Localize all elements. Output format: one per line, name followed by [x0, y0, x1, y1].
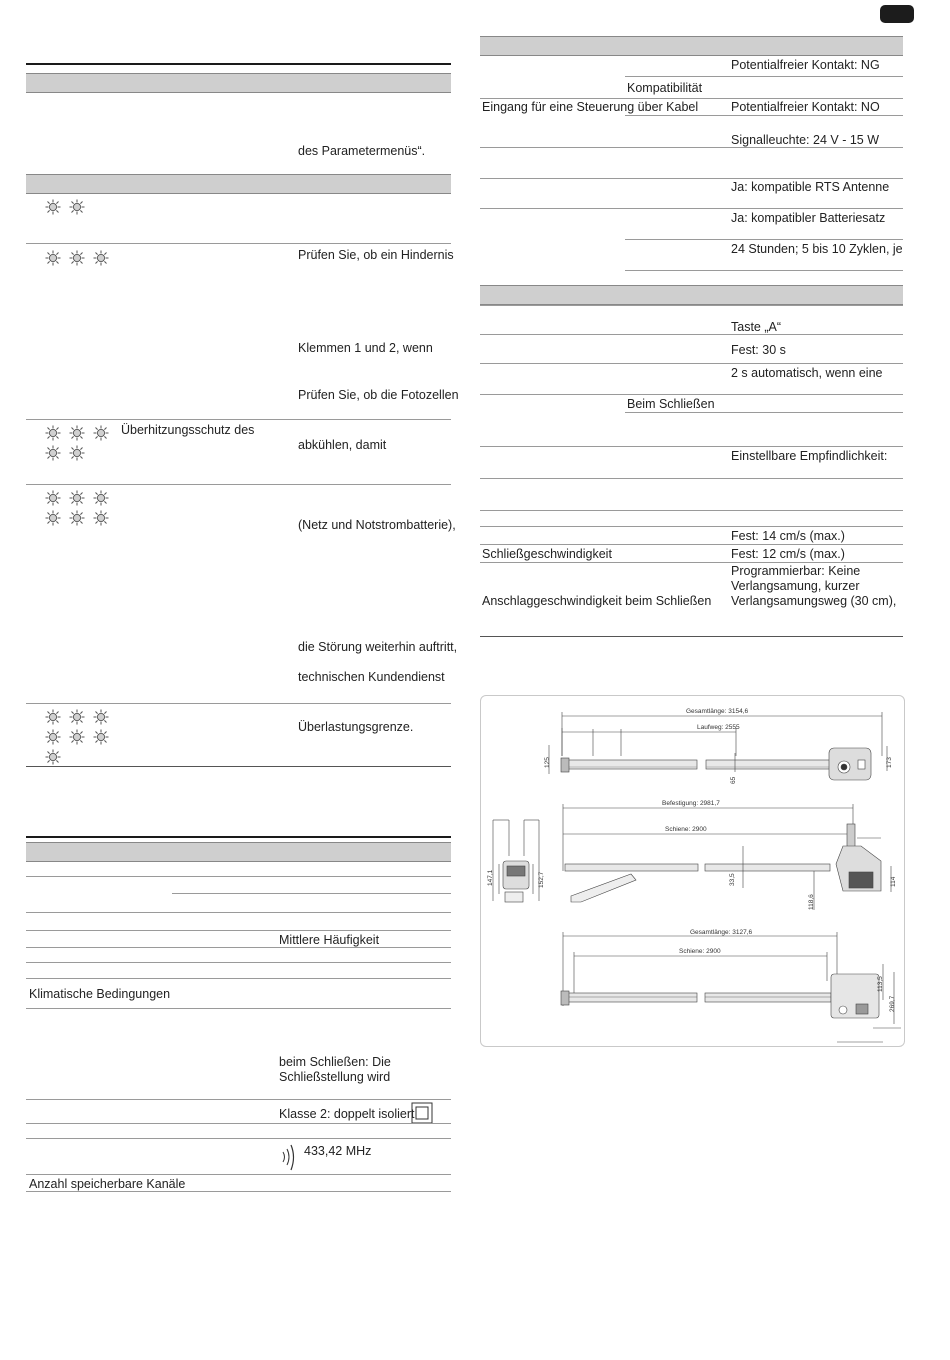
climate-label: Klimatische Bedingungen [29, 987, 171, 1001]
dim-335: 33,5 [729, 873, 736, 886]
row-divider [625, 76, 903, 77]
rail-length-2: Schiene: 2900 [679, 948, 721, 955]
row-divider [480, 446, 903, 447]
row-divider [480, 363, 903, 364]
led-flash-icon [69, 425, 85, 441]
led-pattern-7 [45, 709, 117, 769]
row-divider [480, 98, 903, 99]
page-number-badge [880, 5, 914, 23]
table-end-rule [480, 636, 903, 637]
row-divider [625, 412, 903, 413]
section-rule [26, 836, 451, 838]
fault-persists-text: die Störung weiterhin auftritt, [298, 640, 458, 654]
led-flash-icon [93, 425, 109, 441]
row-divider [480, 147, 903, 148]
led-flash-icon [45, 749, 61, 765]
dim-1186: 118,6 [808, 894, 815, 910]
autonomy: 24 Stunden; 5 bis 10 Zyklen, je [731, 242, 903, 256]
closing-speed-label: Schließgeschwindigkeit [482, 547, 612, 561]
row-divider [26, 1174, 451, 1175]
row-divider [26, 1191, 451, 1192]
auto-2s: 2 s automatisch, wenn eine [731, 366, 883, 380]
row-divider [172, 893, 451, 894]
rail-length-1: Schiene: 2900 [665, 826, 707, 833]
obstacle-check-text: Prüfen Sie, ob ein Hindernis [298, 248, 454, 262]
led-flash-icon [69, 729, 85, 745]
row-divider [480, 178, 903, 179]
dim-2697: 269,7 [889, 995, 896, 1012]
row-divider [625, 270, 903, 271]
table-end-rule [26, 766, 451, 767]
table-header-bar [26, 73, 451, 93]
fixing-length: Befestigung: 2981,7 [662, 800, 720, 807]
compatibility-label: Kompatibilität [627, 81, 703, 95]
led-pattern-3 [45, 250, 117, 270]
param-menu-text: des Parametermenüs“. [298, 144, 426, 158]
row-divider [26, 243, 451, 244]
connections-header-bar [480, 36, 903, 56]
led-flash-icon [45, 729, 61, 745]
section-rule [26, 63, 451, 65]
row-divider [26, 1008, 451, 1009]
led-pattern-2 [45, 199, 93, 219]
programmable-a: Programmierbar: Keine [731, 564, 861, 578]
row-divider [480, 562, 903, 563]
led-flash-icon [45, 250, 61, 266]
led-flash-icon [93, 510, 109, 526]
row-divider [26, 1138, 451, 1139]
led-flash-icon [93, 729, 109, 745]
closing-text-b: Schließstellung wird [279, 1070, 391, 1084]
channels-label: Anzahl speicherbare Kanäle [29, 1177, 186, 1191]
row-divider [625, 115, 903, 116]
led-flash-icon [93, 250, 109, 266]
row-divider [26, 876, 451, 877]
opening-speed: Fest: 14 cm/s (max.) [731, 529, 845, 543]
overall-length-2: Gesamtlänge: 3127,6 [690, 929, 753, 936]
led-flash-icon [45, 709, 61, 725]
led-flash-icon [69, 250, 85, 266]
row-divider [26, 484, 451, 485]
row-divider [480, 334, 903, 335]
cool-down-text: abkühlen, damit [298, 438, 387, 452]
row-divider [480, 305, 903, 306]
row-divider [480, 510, 903, 511]
row-divider [480, 544, 903, 545]
dim-1471: 147,1 [487, 869, 494, 886]
row-divider [480, 526, 903, 527]
fault-table-header [26, 174, 451, 194]
specs-header-bar [26, 842, 451, 862]
row-divider [26, 703, 451, 704]
overheat-text: Überhitzungsschutz des [121, 423, 255, 437]
insulation-class: Klasse 2: doppelt isoliert [279, 1107, 415, 1121]
led-flash-icon [69, 445, 85, 461]
overload-text: Überlastungsgrenze. [298, 720, 414, 734]
dim-173: 173 [886, 757, 893, 768]
row-divider [26, 930, 451, 931]
dimension-drawing [481, 696, 904, 1046]
dim-1135: 113,5 [877, 976, 884, 992]
led-flash-icon [45, 510, 61, 526]
double-insulation-icon [411, 1102, 433, 1124]
row-divider [480, 478, 903, 479]
frequency-usage: Mittlere Häufigkeit [279, 933, 380, 947]
led-flash-icon [69, 490, 85, 506]
programmable-b: Verlangsamung, kurzer [731, 579, 860, 593]
led-flash-icon [69, 199, 85, 215]
dim-1527: 152,7 [538, 871, 545, 888]
led-pattern-6 [45, 490, 117, 530]
programmable-c: Verlangsamungsweg (30 cm), [731, 594, 897, 608]
battery-pack: Ja: kompatibler Batteriesatz [731, 211, 886, 225]
dim-114: 114 [890, 876, 897, 887]
led-pattern-5 [45, 425, 117, 465]
radio-wave-icon [280, 1142, 298, 1172]
power-text: (Netz und Notstrombatterie), [298, 518, 456, 532]
on-closing-label: Beim Schließen [627, 397, 715, 411]
row-divider [26, 1099, 451, 1100]
service-text: technischen Kundendienst [298, 670, 445, 684]
row-divider [480, 394, 903, 395]
operation-header-bar [480, 285, 903, 305]
led-flash-icon [45, 199, 61, 215]
radio-frequency: 433,42 MHz [304, 1144, 372, 1158]
key-a: Taste „A“ [731, 320, 782, 334]
led-flash-icon [69, 709, 85, 725]
approach-speed-label: Anschlaggeschwindigkeit beim Schließen [482, 594, 712, 608]
cable-input-label: Eingang für eine Steuerung über Kabel [482, 100, 699, 114]
row-divider [26, 947, 451, 948]
led-flash-icon [45, 490, 61, 506]
contact-ng: Potentialfreier Kontakt: NG [731, 58, 880, 72]
row-divider [26, 962, 451, 963]
row-divider [26, 419, 451, 420]
dim-65: 65 [730, 776, 737, 784]
row-divider [26, 978, 451, 979]
sensitivity: Einstellbare Empfindlichkeit: [731, 449, 888, 463]
fixed-30s: Fest: 30 s [731, 343, 786, 357]
led-flash-icon [45, 425, 61, 441]
travel-length: Laufweg: 2555 [697, 724, 740, 731]
row-divider [26, 1123, 451, 1124]
signal-lamp: Signalleuchte: 24 V - 15 W [731, 133, 879, 147]
overall-length-1: Gesamtlänge: 3154,6 [686, 708, 749, 715]
dimension-drawing-frame [480, 695, 905, 1047]
terminals-text: Klemmen 1 und 2, wenn [298, 341, 433, 355]
contact-no: Potentialfreier Kontakt: NO [731, 100, 880, 114]
led-flash-icon [93, 709, 109, 725]
led-flash-icon [93, 490, 109, 506]
led-flash-icon [45, 445, 61, 461]
row-divider [26, 912, 451, 913]
closing-text-a: beim Schließen: Die [279, 1055, 391, 1069]
photocell-check-text: Prüfen Sie, ob die Fotozellen [298, 388, 459, 402]
rts-antenna: Ja: kompatible RTS Antenne [731, 180, 890, 194]
closing-speed: Fest: 12 cm/s (max.) [731, 547, 845, 561]
dim-125: 125 [544, 757, 551, 768]
row-divider [625, 239, 903, 240]
led-flash-icon [69, 510, 85, 526]
row-divider [480, 208, 903, 209]
